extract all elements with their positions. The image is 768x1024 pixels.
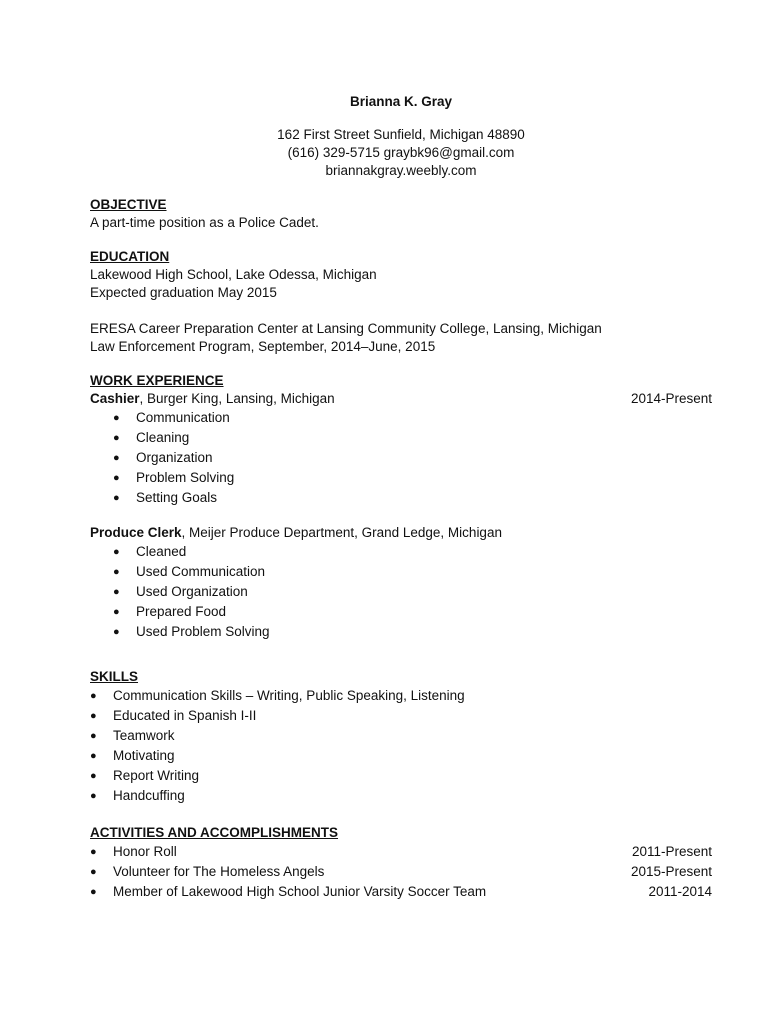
bullet-icon: ●	[113, 586, 120, 598]
bullet-icon: ●	[113, 566, 120, 578]
job-2-duties-list	[90, 542, 712, 642]
activities-list	[90, 842, 712, 902]
objective-text: A part-time position as a Police Cadet.	[90, 215, 319, 230]
bullet-icon: ●	[113, 412, 120, 424]
bullet-icon: ●	[90, 886, 97, 898]
bullet-icon: ●	[113, 546, 120, 558]
job-1-title-line	[90, 390, 335, 408]
bullet-icon: ●	[113, 626, 120, 638]
activities-section	[90, 824, 712, 902]
education-heading: EDUCATION	[90, 249, 170, 264]
job-1-detail: , Burger King, Lansing, Michigan	[139, 391, 335, 406]
objective-section	[90, 196, 712, 232]
skills-section	[90, 668, 712, 806]
bullet-icon: ●	[113, 472, 120, 484]
bullet-icon: ●	[90, 866, 97, 878]
job-2-header	[90, 524, 712, 542]
list-item: ● Used Problem Solving	[90, 622, 712, 642]
school-1-graduation: Expected graduation May 2015	[90, 285, 277, 300]
candidate-name: Brianna K. Gray	[349, 94, 453, 109]
list-item: ● Motivating	[90, 746, 712, 766]
bullet-icon: ●	[113, 432, 120, 444]
contact-line: (616) 329-5715 graybk96@gmail.com	[287, 145, 515, 160]
list-item: ● Problem Solving	[90, 468, 712, 488]
list-item: ● Volunteer for The Homeless Angels 2015-Present	[90, 862, 712, 882]
work-experience-section	[90, 372, 712, 642]
skills-heading: SKILLS	[90, 669, 139, 684]
website-line: briannakgray.weebly.com	[325, 163, 477, 178]
activity-date: 2011-Present	[631, 844, 712, 859]
job-2-title: Produce Clerk	[90, 525, 182, 540]
job-1-date: 2014-Present	[630, 391, 712, 406]
list-item: ● Member of Lakewood High School Junior Varsity Soccer Team 2011-2014	[90, 882, 712, 902]
bullet-icon: ●	[90, 730, 97, 742]
bullet-icon: ●	[90, 770, 97, 782]
work-experience-heading: WORK EXPERIENCE	[90, 373, 224, 388]
bullet-icon: ●	[90, 750, 97, 762]
activity-date: 2011-2014	[648, 884, 712, 899]
list-item: ● Handcuffing	[90, 786, 712, 806]
resume-header	[90, 93, 712, 180]
school-2-name: ERESA Career Preparation Center at Lansing Community College, Lansing, Michigan	[90, 321, 602, 336]
activity-date: 2015-Present	[630, 864, 712, 879]
list-item: ● Prepared Food	[90, 602, 712, 622]
list-item: ● Cleaning	[90, 428, 712, 448]
list-item: ● Report Writing	[90, 766, 712, 786]
list-item: ● Organization	[90, 448, 712, 468]
list-item: ● Teamwork	[90, 726, 712, 746]
resume-page	[90, 93, 712, 902]
list-item: ● Educated in Spanish I-II	[90, 706, 712, 726]
education-section	[90, 248, 712, 356]
bullet-icon: ●	[90, 690, 97, 702]
bullet-icon: ●	[113, 452, 120, 464]
job-1-title: Cashier	[90, 391, 140, 406]
bullet-icon: ●	[113, 492, 120, 504]
objective-heading: OBJECTIVE	[90, 197, 167, 212]
list-item: ● Used Organization	[90, 582, 712, 602]
activities-heading: ACTIVITIES AND ACCOMPLISHMENTS	[90, 825, 339, 840]
list-item: ● Honor Roll 2011-Present	[90, 842, 712, 862]
list-item: ● Communication Skills – Writing, Public Speaking, Listening	[90, 686, 712, 706]
job-2-title-line	[90, 524, 502, 542]
job-2-detail: , Meijer Produce Department, Grand Ledge, Michigan	[181, 525, 502, 540]
bullet-icon: ●	[90, 846, 97, 858]
bullet-icon: ●	[113, 606, 120, 618]
list-item: ● Setting Goals	[90, 488, 712, 508]
school-1-name: Lakewood High School, Lake Odessa, Michigan	[90, 267, 377, 282]
list-item: ● Communication	[90, 408, 712, 428]
list-item: ● Cleaned	[90, 542, 712, 562]
address-line: 162 First Street Sunfield, Michigan 48890	[277, 127, 525, 142]
skills-list	[90, 686, 712, 806]
job-1-duties-list	[90, 408, 712, 508]
job-1-header	[90, 390, 712, 408]
list-item: ● Used Communication	[90, 562, 712, 582]
bullet-icon: ●	[90, 710, 97, 722]
bullet-icon: ●	[90, 790, 97, 802]
school-2-program: Law Enforcement Program, September, 2014–June, 2015	[90, 339, 436, 354]
